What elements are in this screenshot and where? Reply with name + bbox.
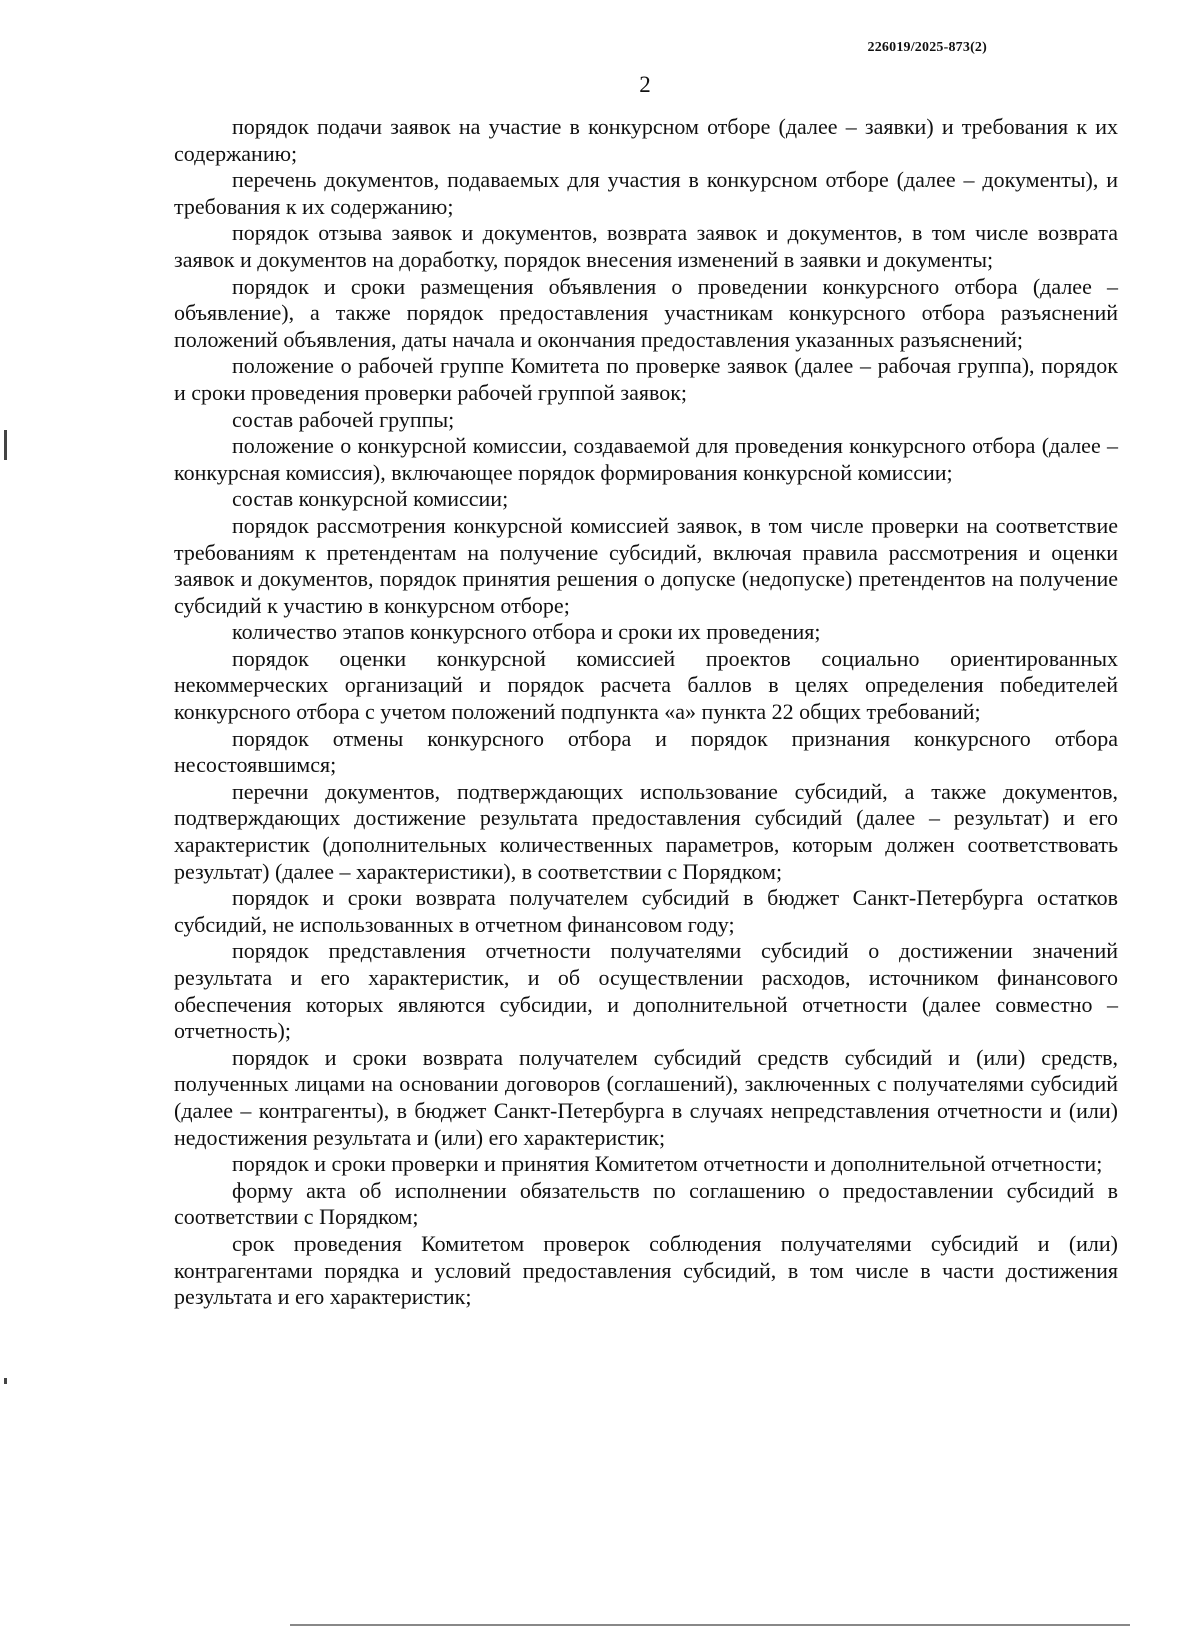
scan-edge-mark (4, 430, 7, 460)
paragraph: порядок отмены конкурсного отбора и порядок признания конкурсного отбора несостоявшимся; (174, 725, 1118, 778)
paragraph: порядок оценки конкурсной комиссией проектов социально ориентированных некоммерческих организаций и порядок расчета баллов в целях определения победителей конкурсного отбора с учетом положений подпункта «а» пункта 22 общих требований; (174, 645, 1118, 725)
paragraph: порядок рассмотрения конкурсной комиссией заявок, в том числе проверки на соответствие требованиям к претендентам на получение субсидий, включая правила рассмотрения и оценки заявок и документов, порядок принятия решения о допуске (недопуске) претендентов на получение субсидий к участию в конкурсном отборе; (174, 512, 1118, 618)
paragraph: порядок и сроки возврата получателем субсидий в бюджет Санкт-Петербурга остатков субсидий, не использованных в отчетном финансовом году; (174, 885, 1118, 937)
paragraph: порядок представления отчетности получателями субсидий о достижении значений результата и его характеристик, и об осуществлении расходов, источником финансового обеспечения которых являются субсидии, и дополнительной отчетности (далее совместно – отчетность); (174, 938, 1118, 1044)
paragraph: состав конкурсной комиссии; (232, 486, 509, 512)
paragraph: перечни документов, подтверждающих использование субсидий, а также документов, подтверждающих достижение результата предоставления субсидий (далее – результат) и его характеристик (дополнительных количественных параметров, которым должен соответствовать результат) (далее – характеристики), в соответствии с Порядком; (174, 778, 1118, 884)
scan-bottom-rule (290, 1624, 1130, 1626)
paragraph: количество этапов конкурсного отбора и сроки их проведения; (232, 619, 821, 645)
paragraph: порядок и сроки размещения объявления о проведении конкурсного отбора (далее – объявление), а также порядок предоставления участникам конкурсного отбора разъяснений положений объявления, даты начала и окончания предоставления указанных разъяснений; (174, 273, 1118, 352)
paragraph: порядок подачи заявок на участие в конкурсном отборе (далее – заявки) и требования к их содержанию; (174, 114, 1118, 166)
document-body (174, 114, 1118, 1311)
page-number: 2 (639, 72, 651, 97)
scan-edge-mark (4, 1378, 7, 1384)
paragraph: положение о конкурсной комиссии, создаваемой для проведения конкурсного отбора (далее – конкурсная комиссия), включающее порядок формирования конкурсной комиссии; (174, 433, 1118, 485)
paragraph: форму акта об исполнении обязательств по соглашению о предоставлении субсидий в соответствии с Порядком; (174, 1177, 1118, 1230)
paragraph: порядок и сроки возврата получателем субсидий средств субсидий и (или) средств, полученных лицами на основании договоров (соглашений), заключенных с получателями субсидий (далее – контрагенты), в бюджет Санкт-Петербурга в случаях непредставления отчетности и (или) недостижения результата и (или) его характеристик; (174, 1044, 1118, 1150)
paragraph: порядок отзыва заявок и документов, возврата заявок и документов, в том числе возврата заявок и документов на доработку, порядок внесения изменений в заявки и документы; (174, 220, 1118, 272)
paragraph: положение о рабочей группе Комитета по проверке заявок (далее – рабочая группа), порядок и сроки проведения проверки рабочей группой заявок; (174, 353, 1118, 405)
paragraph: срок проведения Комитетом проверок соблюдения получателями субсидий и (или) контрагентами порядка и условий предоставления субсидий, в том числе в части достижения результата и его характеристик; (174, 1230, 1118, 1310)
paragraph: порядок и сроки проверки и принятия Комитетом отчетности и дополнительной отчетности; (232, 1151, 1103, 1177)
paragraph: состав рабочей группы; (232, 406, 455, 432)
document-number: 226019/2025-873(2) (867, 40, 987, 55)
paragraph: перечень документов, подаваемых для участия в конкурсном отборе (далее – документы), и требования к их содержанию; (174, 167, 1118, 219)
